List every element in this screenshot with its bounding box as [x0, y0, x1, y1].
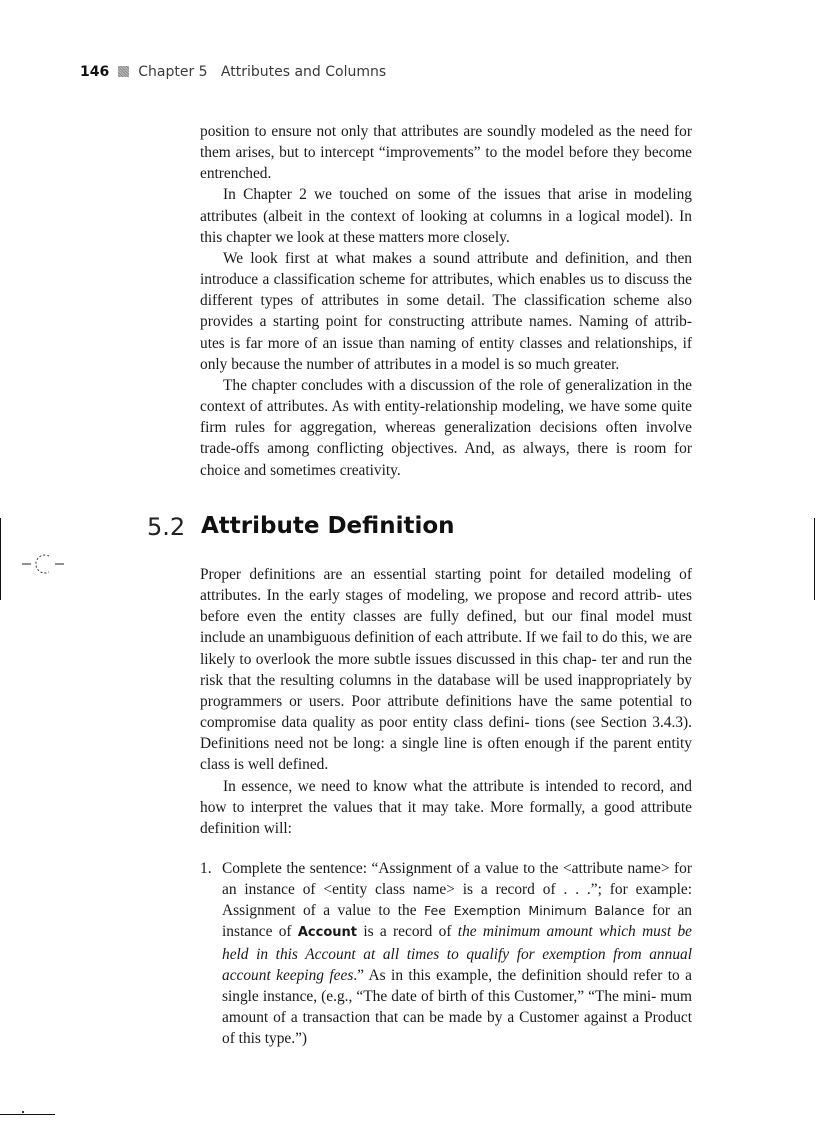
crop-mark — [0, 518, 1, 600]
definition-example: the minimum amount which must be held in this Account at all times to qualify for exemption from annual account keeping fees — [222, 923, 692, 984]
running-head — [80, 64, 386, 80]
paragraph: The chapter concludes with a discussion of the role of generalization in the context of attributes. As with entity-relationship modeling, we have some quite firm rules for aggregation, whereas generalization decisions often involve trade-offs among conflicting objectives. And, as always, there is room for choice and sometimes creativity. — [200, 376, 692, 479]
attribute-term: Fee Exemption Minimum Balance — [424, 903, 645, 919]
page-number: 146 — [80, 64, 110, 80]
entity-term: Account — [297, 925, 358, 941]
paragraph: We look first at what makes a sound attribute and definition, and then introduce a classification scheme for attributes, which enables us to discuss the different types of attributes in some detail. The classification scheme also provides a starting point for constructing attribute names. Naming of attrib- utes is far more of an issue than naming of entity classes and relationships, if only because the number of attributes in a model is so much greater. — [200, 249, 692, 373]
intro-text-block — [200, 121, 692, 481]
crop-mark — [0, 1114, 55, 1115]
section-number: 5.2 — [147, 513, 186, 541]
list-text: .” As in this example, the definition should refer to a single instance, (e.g., “The date of birth of this Customer,” “The mini- mum amount of a transaction that can be made by a Customer against a Product of this type.”) — [222, 966, 692, 1048]
chapter-title: Chapter 5 Attributes and Columns — [138, 64, 387, 80]
square-bullet-icon — [118, 66, 129, 77]
numbered-list — [200, 858, 692, 1049]
section-heading: Attribute Definition — [201, 513, 455, 539]
list-text: is a record of — [357, 923, 458, 941]
list-number: 1. — [200, 860, 212, 877]
crop-mark — [22, 1111, 24, 1113]
crop-mark — [814, 518, 815, 600]
paragraph: In essence, we need to know what the attribute is intended to record, and how to interpret the values that it may take. More formally, a good attribute definition will: — [200, 777, 692, 837]
paragraph: Proper definitions are an essential starting point for detailed modeling of attributes. In the early stages of modeling, we propose and record attrib- utes before even the entity classes are fully defined, but our final model must include an unambiguous definition of each attribute. If we fail to do this, we are likely to overlook the more subtle issues discussed in this chap- ter and run the risk that the resulting columns in the database will be used inappropriately by programmers or users. Poor attribute definitions have the same potential to compromise data quality as poor entity class defini- tions (see Section 3.4.3). Definitions need not be long: a single line is often enough if the parent entity class is well defined. — [200, 566, 692, 774]
paragraph: In Chapter 2 we touched on some of the issues that arise in modeling attributes (albeit in the context of looking at columns in a logical model). In this chapter we look at these matters more closely. — [200, 186, 692, 246]
list-item — [222, 858, 692, 1049]
section-text-block — [200, 564, 692, 839]
registration-mark-icon — [22, 552, 64, 576]
list-text: Complete the sentence: “Assignment of a value to the <attribute name> for an instance of <entity class name> is a record of . . .”; for example: Assignment of a value to the — [222, 860, 692, 920]
list-text: for an instance of — [222, 902, 692, 941]
paragraph: position to ensure not only that attributes are soundly modeled as the need for them arises, but to intercept “improvements” to the model before they become entrenched. — [200, 123, 692, 183]
